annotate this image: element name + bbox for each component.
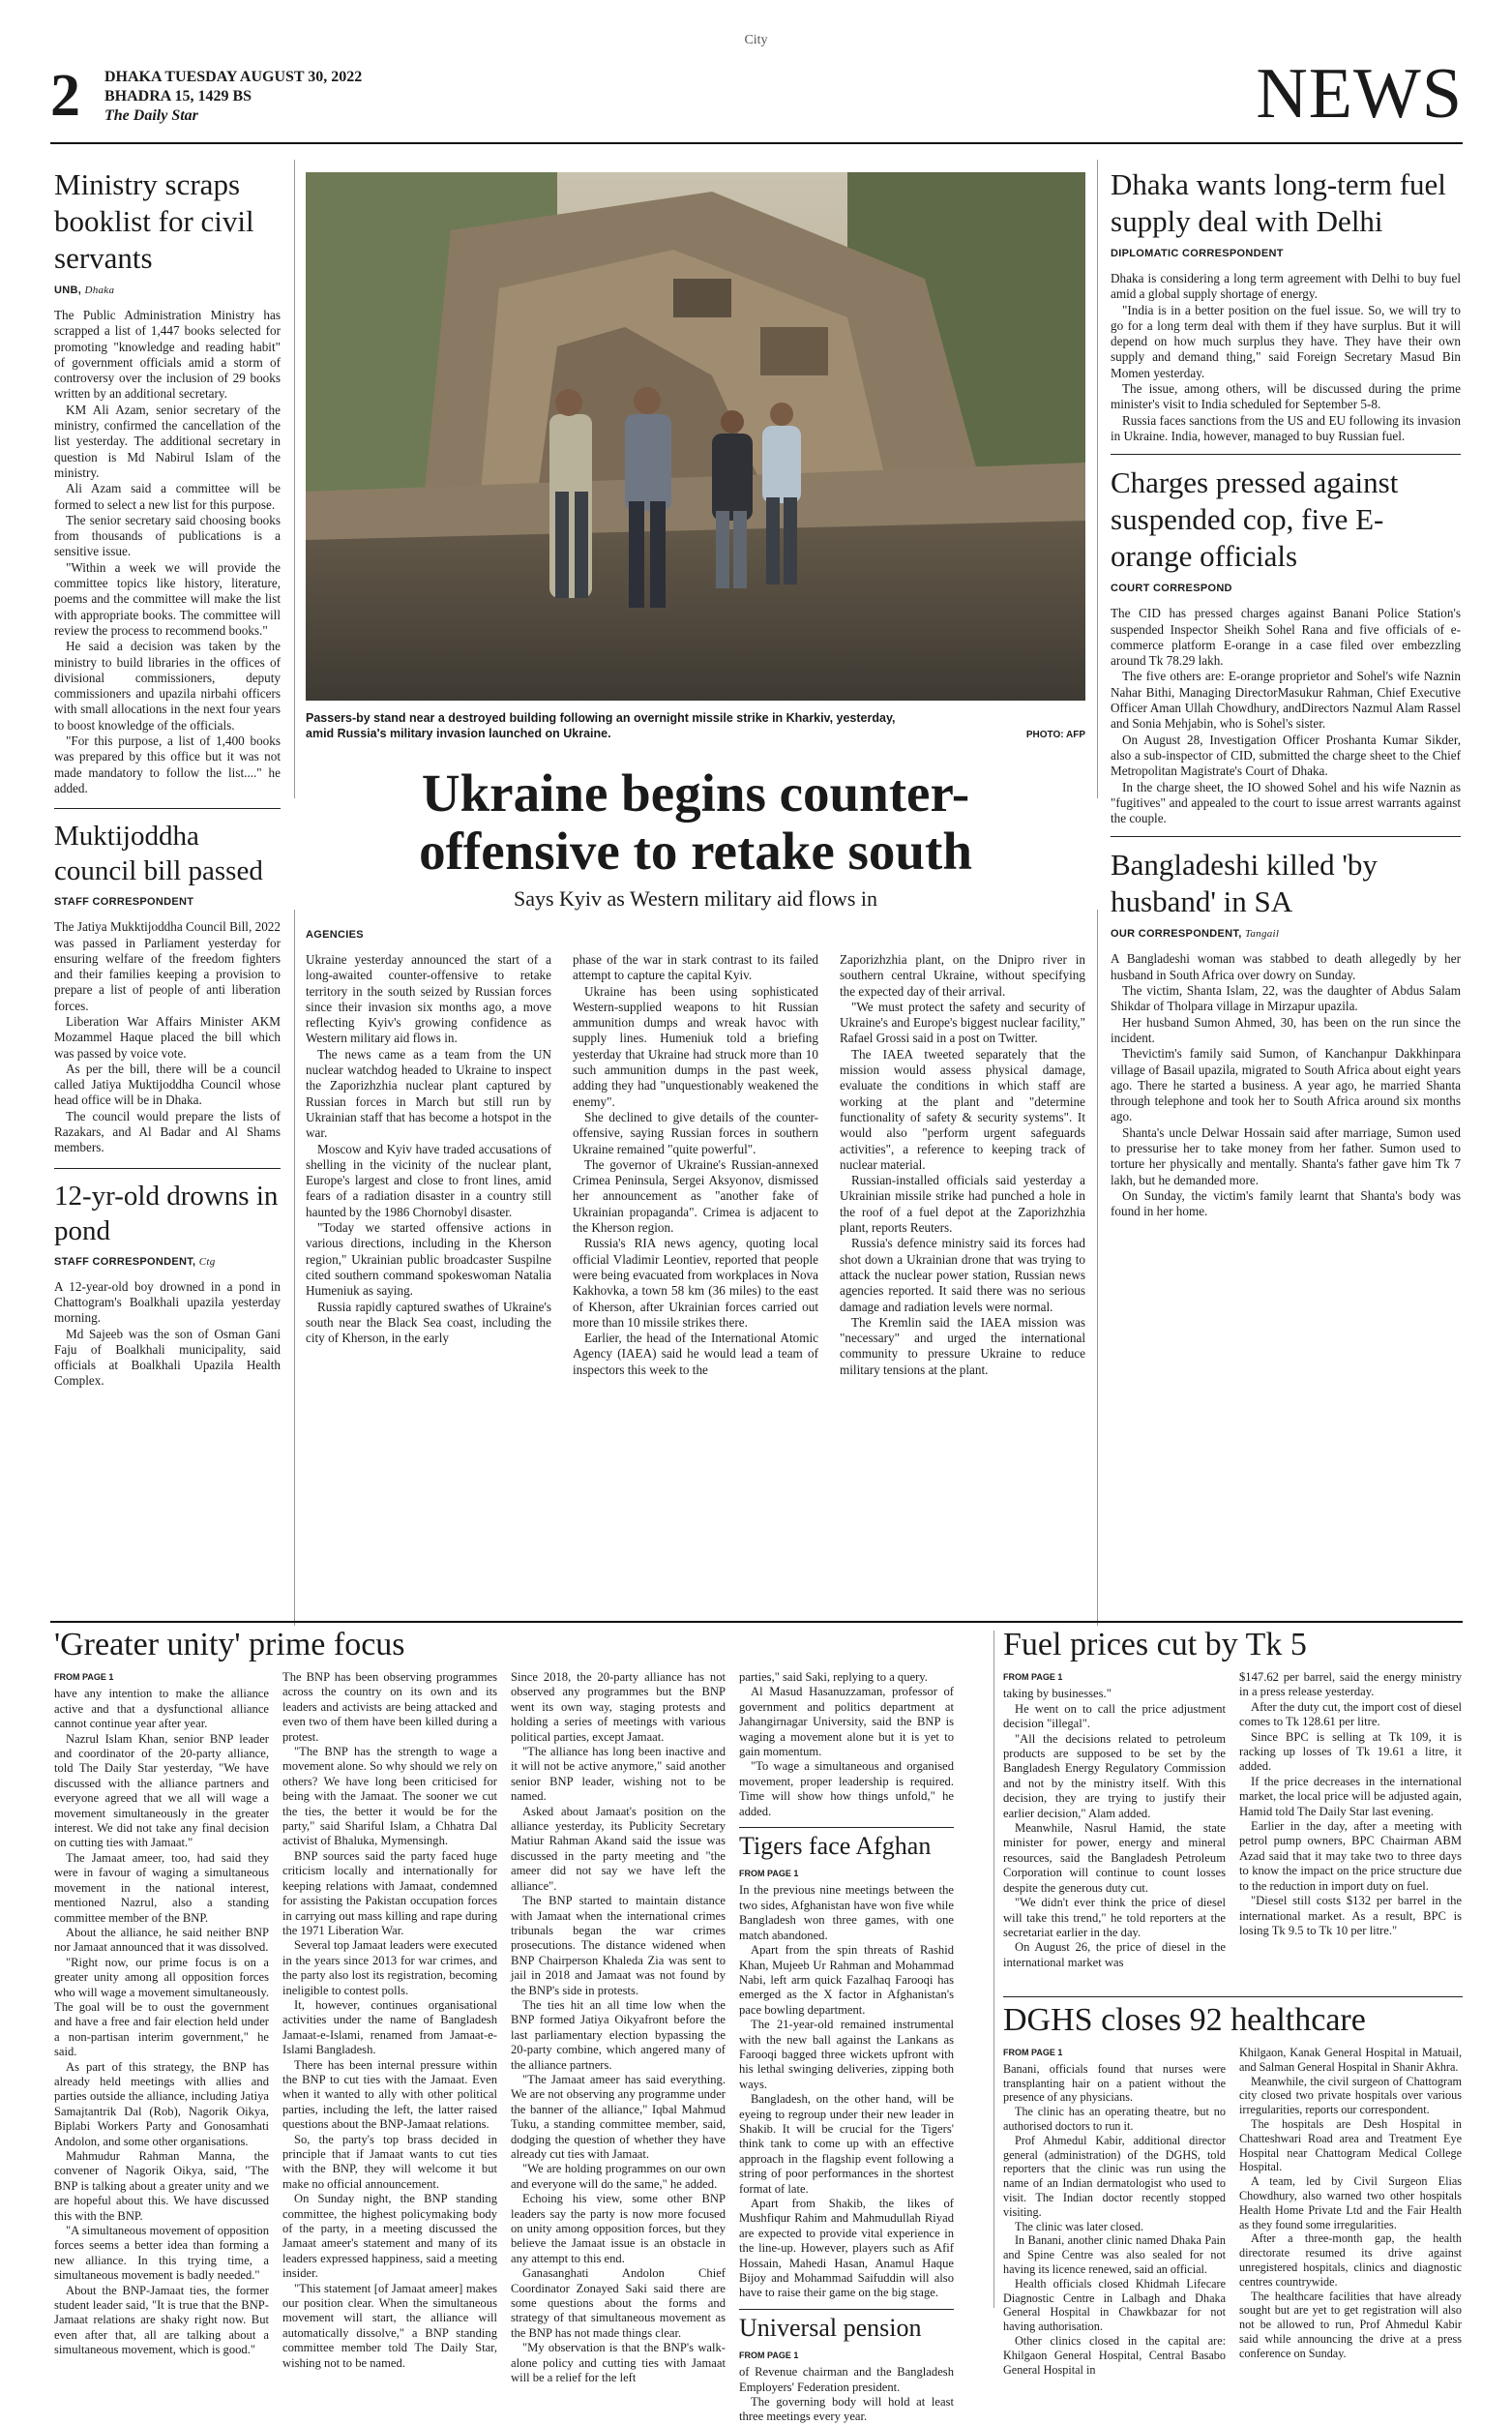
story-body: Dhaka is considering a long term agreement with Delhi to buy fuel amid a global supply shortage of energy. "India is in a better position on the fuel issue. So, we will try to go for a long term deal with them if they have surplus. But it will depend on how much surplus they have. They have their own supply and demand thing," said Foreign Secretary Masud Bin Momen yesterday. The issue, among others, will be discussed during the prime minister's visit to India scheduled for September 5-8. Russia faces sanctions from the US and EU following its invasion in Ukraine. India, however, managed to buy Russian fuel. [1111,271,1461,443]
story-headline: Dhaka wants long-term fuel supply deal with Delhi [1111,167,1446,238]
unity-col-3: Since 2018, the 20-party alliance has not observed any programmes but the BNP went its own way, staging protests and holding a series of meetings with various political parties, except Jamaat. "The alliance has long been inactive and it will not be active anymore," said another senior BNP leader, wishing not to be named. Asked about Jamaat's position on the alliance yesterday, its Publicity Secretary Matiur Rahman Akand said the issue was discussed in the party meeting and "the ameer did not say we have left the alliance". The BNP started to maintain distance with Jamaat when the international crimes tribunals began the war crimes prosecutions. The distance widened when BNP Chairperson Khaleda Zia was sent to jail in 2018 and Jamaat was not found by the BNP's side in protests. The ties hit an all time low when the BNP formed Jatiya Oikyafront before the last parliamentary election bypassing the 20-party combine, which angered many of the alliance partners. "The Jamaat ameer has said everything. We are not observing any programme under the banner of the alliance," Iqbal Mahmud Tuku, a standing committee member, said, dodging the question of whether they have already cut ties with Jamaat. "We are holding programmes on our own and everyone will do the same," he added. Echoing his view, some other BNP leaders say the party is now more focused on unity among opposition forces, but they believe the Jamaat issue is an obstacle in any attempt to this end. Ganasanghati Andolon Chief Coordinator Zonayed Saki said there are some questions about the forms and strategy of that simultaneous movement as the BNP has not made things clear. "My observation is that the BNP's walk-alone policy and cutting ties with Jamaat will be a relief for the left [511,1670,726,2385]
story-byline: OUR CORRESPONDENT, Tangail [1111,928,1280,941]
story-body: The CID has pressed charges against Banani Police Station's suspended Inspector Sheikh Sohel Rana and five officials of e-commerce platform E-orange in a case filed over embezzling around Tk 78.29 lakh. The five others are: E-orange proprietor and Sohel's wife Naznin Nahar Bithi, Managing DirectorMasukur Rahman, Chief Executive Officer Aman Ullah Chowdhury, andDirectors Nazmul Alam Rassel and Sonia Mehjabin, who is Sohel's sister. On August 28, Investigation Officer Proshanta Kumar Sikder, also a sub-inspector of CID, submitted the charge sheet to the Chief Metropolitan Magistrate's Court of Dhaka. In the charge sheet, the IO showed Sohel and his wife Naznin as "fugitives" and appealed to the court to issue arrest warrants against the couple. [1111,606,1461,826]
story-headline: Fuel prices cut by Tk 5 [1003,1627,1307,1662]
story-byline: DIPLOMATIC CORRESPONDENT [1111,248,1284,259]
dghs-col-2: Khilgaon, Kanak General Hospital in Matuail, and Salman General Hospital in Shanir Akhra. Meanwhile, the civil surgeon of Chattogram city closed two private hospitals over various irregularities, reports our correspondent. The hospitals are Desh Hospital in Chatteshwari Road area and Treatment Eye Hospital near Chattogram Medical College Hospital. A team, led by Civil Surgeon Elias Chowdhury, also warned two other hospitals Health Home Private Ltd and the Fair Health as they found some irregularities. After a three-month gap, the health directorate resumed its drive against unregistered hospitals, clinics and diagnostic centres countrywide. The healthcare facilities that have already sought but are yet to get registration will also not be allowed to run, Prof Ahmedul Kabir said while announcing the drive at a press conference on Sunday. [1239,2046,1462,2360]
story-headline: 'Greater unity' prime focus [54,1627,405,1662]
date-line-1: DHAKA TUESDAY AUGUST 30, 2022 [104,69,363,85]
story-headline: Bangladeshi killed 'by husband' in SA [1111,848,1378,919]
story-byline: COURT CORRESPOND [1111,583,1232,595]
story-ministry-booklist [54,166,281,796]
story-headline: Muktijoddha council bill passed [54,821,263,887]
fuel-col-2: $147.62 per barrel, said the energy ministry in a press release yesterday. After the duty cut, the import cost of diesel comes to Tk 128.61 per litre. Since BPC is selling at Tk 109, it is racking up losses of Tk 19.61 a litre, it added. If the price decreases in the international market, the local price will be adjusted again, Hamid told The Daily Star last evening. Earlier in the day, after a meeting with petrol pump owners, BPC Chairman ABM Azad said that it may take two to three days to know the impact on the price structure due to the reduction in import duty on fuel. "Diesel still costs $132 per barrel in the international market. As a result, BPC is losing Tk 9.5 to Tk 10 per litre." [1239,1670,1462,1937]
column-divider [1097,160,1098,798]
date-line-2: BHADRA 15, 1429 BS [104,88,252,105]
section-title: NEWS [1256,54,1463,134]
story-bangladeshi-killed [1111,847,1461,1219]
top-rule [50,142,1463,144]
column-divider [1097,910,1098,1626]
story-headline: Charges pressed against suspended cop, five E-orange officials [1111,465,1399,574]
unity-col-2: The BNP has been observing programmes across the country on its own and its leaders and activists are being attacked and even two of them have been killed during a protest. "The BNP has the strength to wage a movement alone. So why should we rely on others? We have long been criticised for being with the Jamaat. The sooner we cut the ties, the better it would be for the party," said Shariful Islam, a Chhatra Dal activist of Bhaluka, Mymensingh. BNP sources said the party faced huge criticism locally and internationally for keeping relations with Jamaat, condemned for assisting the Pakistan occupation forces in carrying out mass killing and rape during the 1971 Liberation War. Several top Jamaat leaders were executed in the years since 2013 for war crimes, and the party also lost its registration, becoming ineligible to contest polls. It, however, continues organisational activities under the name of Bangladesh Jamaat-e-Islami, renamed from Jamaat-e-Islami Bangladesh. There has been internal pressure within the BNP to cut ties with the Jamaat. Even when it wanted to ally with other political parties, including the left, the latter raised questions about the BNP-Jamaat relations. So, the party's top brass decided in principle that if Jamaat wants to cut ties with the BNP, they will welcome it but make no official announcement. On Sunday night, the BNP standing committee, the highest policymaking body of the party, in a meeting discussed the Jamaat ameer's statement and many of its leaders expressed happiness, said a meeting insider. "This statement [of Jamaat ameer] makes our position clear. When the simultaneous movement will start, the alliance will automatically dissolve," a BNP standing committee member told The Daily Star, wishing not to be named. [282,1670,497,2370]
lead-body-col-3: Zaporizhzhia plant, on the Dnipro river in southern central Ukraine, without specifying the expected day of their arrival. "We must protect the safety and security of Ukraine's and Europe's biggest nuclear facility," Rafael Grossi said in a post on Twitter. The IAEA tweeted separately that the mission would assess physical damage, evaluate the conditions in which staff are working at the plant and "determine functionality of safety & security systems". It would also "perform urgent safeguards activities", a reference to keeping track of nuclear material. Russian-installed officials said yesterday a Ukrainian missile strike had punched a hole in the roof of a fuel depot at the Zaporizhzhia plant, reports Reuters. Russia's defence ministry said its forces had shot down a Ukrainian drone that was trying to attack the nuclear power station, Russian news agencies reported. It said there was no serious damage and radiation levels were normal. The Kremlin said the IAEA mission was "necessary" and urged the international community to pressure Ukraine to reduce military tensions at the plant. [840,952,1085,1377]
story-divider [1003,1996,1463,1997]
story-headline: 12-yr-old drowns in pond [54,1180,279,1246]
story-divider [54,1168,281,1169]
photo-caption: Passers-by stand near a destroyed building following an overnight missile strike in Kharkiv, yesterday, amid Russia's military invasion launched on Ukraine. PHOTO: AFP [306,710,1085,741]
story-divider [54,808,281,809]
story-byline: STAFF CORRESPONDENT [54,896,194,909]
story-divider [739,1827,954,1828]
column-divider [294,160,295,798]
kharkiv-ruins-photo [306,172,1085,701]
lead-byline: AGENCIES [306,929,364,941]
lead-story-body [306,929,1085,1378]
story-greater-unity [54,1626,983,2425]
lead-deck: Says Kyiv as Western military aid flows in [513,886,878,911]
story-headline: DGHS closes 92 healthcare [1003,2002,1366,2038]
story-charges-pressed [1111,464,1461,826]
lead-body-col-2: phase of the war in stark contrast to its failed attempt to capture the capital Kyiv. Ukraine has been using sophisticated Western-supplied weapons to hit Russian ammunition dumps and wreak havoc with supply lines. Humeniuk told a briefing yesterday that Ukraine had struck more than 10 such ammunition dumps in the past week, adding they had "unquestionably weakened the enemy". She declined to give details of the counter-offensive, saying Russian forces in southern Ukraine remained "quite powerful". The governor of Ukraine's Russian-annexed Crimea Peninsula, Sergei Aksyonov, dismissed her announcement as "another fake of Ukrainian propaganda". Crimea is adjacent to the Kherson region. Russia's RIA news agency, quoting local official Vladimir Leontiev, reported that people were being evacuated from workplaces in Nova Kakhovka, a town 58 km (36 miles) to the east of Kherson, after Ukrainian forces carried out more than 10 missile strikes there. Earlier, the head of the International Atomic Agency (IAEA) said he would lead a team of inspectors this week to the [573,952,818,1377]
lead-photo [306,172,1085,701]
unity-col-4: parties," said Saki, replying to a query. Al Masud Hasanuzzaman, professor of government and politics department at Jahangirnagar University, said the BNP is waging a movement alone but it is yet to gain momentum. "To wage a simultaneous and organised movement, proper leadership is required. Time will show how things unfold," he added. Tigers face Afghan FROM PAGE 1 In the previous nine meetings between the two sides, Afghanistan have won five while Bangladesh won three games, with one match abandoned. Apart from the spin threats of Rashid Khan, Mujeeb Ur Rahman and Mohammad Nabi, left arm quick Fazalhaq Farooqi has emerged as the X factor in Afghanistan's pace bowling department. The 21-year-old remained instrumental with the new ball against the Lankans as Farooqi bagged three wickets upfront with his lethal swinging deliveries, zipping both ways. Bangladesh, on the other hand, will be eyeing to regroup under their new leader in Shakib. It will be crucial for the Tigers' think tank to come up with an effective approach in the flagship event following a string of poor performances in the shortest format of late. Apart from Shakib, the likes of Mushfiqur Rahim and Mahmudullah Riyad are expected to provide vital experience in the line-up. However, players such as Afif Hossain, Mahedi Hasan, Anamul Haque Bijoy and Mohammad Saifuddin will also have to raise their game on the big stage. Universal pension FROM PAGE 1 of Revenue chairman and the Bangladesh Employers' Federation president. The governing body will hold at least three meetings every year. [739,1670,954,2424]
story-byline: UNB, Dhaka [54,284,115,296]
story-body: A Bangladeshi woman was stabbed to death allegedly by her husband in South Africa over dowry on Sunday. The victim, Shanta Islam, 22, was the daughter of Abdus Salam Shikdar of Tholpara village in Mirzapur upazila. Her husband Sumon Ahmed, 30, has been on the run since the incident. Thevictim's family said Sumon, of Kanchanpur Dakkhinpara village of Basail upazila, migrated to South Africa about eight years ago. There he started a business. A year ago, he married Shanta through telephone and took her to South Africa around six months ago. Shanta's uncle Delwar Hossain said after marriage, Sumon used to pressurise her to take money from her father. Sumon used to torture her physically and mentally. Shanta's father gave him Tk 7 lakh, but he demanded more. On Sunday, the victim's family learnt that Shanta's body was found in her home. [1111,951,1461,1219]
story-fuel-prices [1003,1626,1463,1970]
story-muktijoddha-bill [54,819,281,1155]
page-number: 2 [50,63,80,129]
story-divider [1111,454,1461,455]
story-drowns-in-pond [54,1179,281,1390]
paper-logo: The Daily Star [104,107,198,124]
story-divider [739,2309,954,2310]
story-headline: Ministry scraps booklist for civil servants [54,167,254,275]
fuel-col-1: FROM PAGE 1 taking by businesses." He went on to call the price adjustment decision "illegal". "All the decisions related to petroleum products are supposed to be set by the Bangladesh Energy Regulatory Commission and not by the ministry itself. With this decision, they are trying to justify their earlier decision," Alam added. Meanwhile, Nasrul Hamid, the state minister for power, energy and mineral resources, said the Bangladesh Petroleum Corporation will continue to count losses despite the generous duty cut. "We didn't ever think the price of diesel will take this trend," he told reporters at the secretariat earlier in the day. On August 26, the price of diesel in the international market was [1003,1672,1226,1969]
story-headline: Universal pension [739,2313,922,2342]
column-divider [993,1631,994,2308]
story-fuel-supply-deal [1111,166,1461,444]
story-divider [1111,836,1461,837]
lead-headline: Ukraine begins counter- offensive to retake south [419,763,972,881]
story-byline: STAFF CORRESPONDENT, Ctg [54,1255,216,1268]
story-tigers-face-afghan: Tigers face Afghan FROM PAGE 1 In the previous nine meetings between the two sides, Afghanistan have won five while Bangladesh won three games, with one match abandoned. Apart from the spin threats of Rashid Khan, Mujeeb Ur Rahman and Mohammad Nabi, left arm quick Fazalhaq Farooqi has emerged as the X factor in Afghanistan's pace bowling department. The 21-year-old remained instrumental with the new ball against the Lankans as Farooqi bagged three wickets upfront with his lethal swinging deliveries, zipping both ways. Bangladesh, on the other hand, will be eyeing to regroup under their new leader in Shakib. It will be crucial for the Tigers' think tank to come up with an effective approach in the flagship event following a string of poor performances in the shortest format of late. Apart from Shakib, the likes of Mushfiqur Rahim and Mahmudullah Riyad are expected to provide vital experience in the line-up. However, players such as Afif Hossain, Mahedi Hasan, Anamul Haque Bijoy and Mohammad Saifuddin will also have to raise their game on the big stage. [739,1832,954,2300]
story-headline: Tigers face Afghan [739,1832,932,1861]
left-column [54,166,281,1390]
story-body: The Jatiya Mukktijoddha Council Bill, 2022 was passed in Parliament yesterday for ensuring welfare of the freedom fighters and their families keeping a provision to prepare a list of people of anti liberation forces. Liberation War Affairs Minister AKM Mozammel Haque placed the bill which was passed by voice vote. As per the bill, there will be a council called Jatiya Muktijoddha Council whose head office will be in Dhaka. The council would prepare the lists of Razakars, and Al Badar and Al Shams members. [54,919,281,1155]
masthead [50,54,1463,137]
bottom-section-rule [50,1621,1463,1623]
dateline [104,68,362,126]
story-body: A 12-year-old boy drowned in a pond in Chattogram's Boalkhali upazila yesterday morning. Md Sajeeb was the son of Osman Gani Faju of Boalkhali municipality, said officials at Boalkhali Upazila Health Complex. [54,1278,281,1389]
dghs-col-1: FROM PAGE 1 Banani, officials found that nurses were transplanting hair on a patient without the presence of any physicians. The clinic has an operating theatre, but no authorised doctors to run it. Prof Ahmedul Kabir, additional director general (administration) of the DGHS, told reporters that the clinic was run using the name of an Indian dermatologist who used to visit. The Indian doctor recently stopped visiting. The clinic was later closed. In Banani, another clinic named Dhaka Pain and Spine Centre was also sealed for not having its licence renewed, said an official. Health officials closed Khidmah Lifecare Diagnostic Centre in Lalbagh and Dhaka General Hospital in Chawkbazar for not having authorisation. Other clinics closed in the capital are: Khilgaon General Hospital, Central Basabo General Hospital in [1003,2048,1226,2377]
photo-credit: PHOTO: AFP [1025,730,1085,740]
right-column [1111,166,1461,1219]
story-body: The Public Administration Ministry has scrapped a list of 1,447 books selected for promoting "knowledge and reading habit" of government officials amid a storm of controversy over the inclusion of 29 books written by an additional secretary. KM Ali Azam, senior secretary of the ministry, confirmed the cancellation of the list yesterday. The additional secretary in question is Md Nabirul Islam of the ministry. Ali Azam said a committee will be formed to select a new list for this purpose. The senior secretary said choosing books from thousands of publications is a sensitive issue. "Within a week we will provide the committee topics like history, literature, poems and the committee will make the list with appropriate books. The committee will review the process to recommend books." He said a decision was taken by the ministry to build libraries in the offices of divisional commissioners, deputy commissioners and upazila nirbahi officers with small allocations in the next four years to boost knowledge of the officials. "For this purpose, a list of 1,400 books was prepared by this office but it was not made mandatory to follow the list...." he added. [54,308,281,795]
story-universal-pension: Universal pension FROM PAGE 1 of Revenue chairman and the Bangladesh Employers' Federation president. The governing body will hold at least three meetings every year. [739,2313,954,2424]
unity-col-1: FROM PAGE 1 have any intention to make the alliance active and that a dysfunctional alliance cannot continue year after year. Nazrul Islam Khan, senior BNP leader and coordinator of the 20-party alliance, told The Daily Star yesterday, "We have discussed with the alliance partners and everyone agreed that we all will wage a movement simultaneously in the greater interest. We did not take any final decision on cutting ties with Jamaat." The Jamaat ameer, too, had said they were in favour of waging a simultaneous movement in the national interest, mentioned Nazrul, also a standing committee member of the BNP. About the alliance, he said neither BNP nor Jamaat announced that it was dissolved. "Right now, our prime focus is on a greater unity among all opposition forces who will wage a movement simultaneously. The goal will be to oust the government and have a free and fair election held under a non-partisan interim government," he said. As part of this strategy, the BNP has already held meetings with allies and parties outside the alliance, including Jatiya Samajtantrik Dal (Rob), Nagorik Oikya, Biplabi Workers Party and Gonosamhati Andolon, and some other organisations. Mahmudur Rahman Manna, the convener of Nagorik Oikya, said, "The BNP is talking about a greater unity and we are hopeful about this. We have discussed this with the BNP. "A simultaneous movement of opposition forces seems a better idea than forming a new alliance. In this trying time, a simultaneous movement is badly needed." About the BNP-Jamaat ties, the former student leader said, "It is true that the BNP-Jamaat relations are shaky right now. But even after that, all are talking about a simultaneous movement, which is good." [54,1672,269,2357]
lead-body-col-1: Ukraine yesterday announced the start of a long-awaited counter-offensive to retake territory in the south seized by Russian forces since their invasion six months ago, a move reflecting Kyiv's growing confidence as Western military aid flows in. The news came as a team from the UN nuclear watchdog headed to Ukraine to inspect the Zaporizhzhia nuclear plant captured by Russian forces in March but still run by Ukrainian staff that has become a hotspot in the war. Moscow and Kyiv have traded accusations of shelling in the vicinity of the nuclear plant, Europe's largest and close to front lines, amid fears of a radiation disaster in a country still haunted by the 1986 Chornobyl disaster. "Today we started offensive actions in various directions, including in the Kherson region," Ukrainian public broadcaster Suspilne cited southern command spokeswoman Natalia Humeniuk as saying. Russia rapidly captured swathes of Ukraine's south near the Black Sea coast, including the city of Kherson, in the early [306,952,551,1346]
section-label: City [744,33,768,47]
column-divider [294,910,295,1626]
story-dghs-closes [1003,2001,1463,2377]
